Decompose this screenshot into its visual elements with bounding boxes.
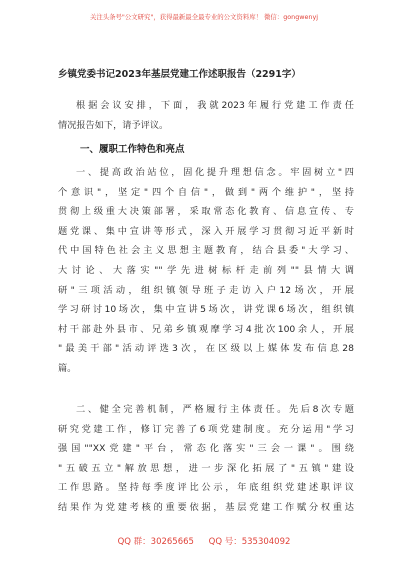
footer-contact: [0, 535, 408, 547]
intro-paragraph: [58, 96, 354, 135]
text-line: 根据会议安排，下面，我就2023年履行党建工作责任: [76, 100, 354, 111]
text-line: 大讨论、大落实""学先进树标杆走前列""县情大调: [58, 264, 354, 276]
section-heading: 一、履职工作特色和亮点: [80, 144, 185, 155]
text-line: 工作思路。坚持每季度评比公示，年底组织党建述职评议: [58, 482, 354, 494]
text-line: 学习研讨10场次，集中宣讲5场次，讲党课6场次，组织镇: [58, 304, 354, 316]
paragraph-2: [58, 400, 354, 518]
document-title: 乡镇党委书记2023年基层党建工作述职报告（2291字）: [58, 69, 301, 80]
qq-number: QQ 号：535304092: [208, 537, 291, 547]
text-line: 情况报告如下，请予评议。: [58, 119, 169, 131]
text-line: 一、提高政治站位，固化提升理想信念。牢固树立"四: [76, 167, 354, 178]
qq-group-number: QQ 群：30265665: [117, 537, 194, 547]
text-line: "最美干部"活动评选3次，在区级以上媒体发布信息28: [58, 343, 354, 355]
text-line: "五破五立"解放思想，进一步深化拓展了"五镇"建设: [58, 462, 354, 474]
text-line: 强国""XX党建"平台，常态化落实"三会一课"。围绕: [58, 443, 354, 455]
text-line: 二、健全完善机制，严格履行主体责任。先后8次专题: [76, 404, 354, 415]
text-line: 结果作为党建考核的重要依据，基层党建工作赋分权重达: [58, 501, 354, 513]
text-line: 代中国特色社会主义思想主题教育，结合县委"大学习、: [58, 245, 354, 257]
header-banner: 关注头条号"公文研究"，获得最新最全最专业的公文资料库！ 微信：gongwenyj: [89, 13, 319, 21]
text-line: 研"三项活动，组织镇领导班子走访入户12场次，开展: [58, 284, 354, 296]
text-line: 村干部赴外县市、兄弟乡镇观摩学习4批次100余人，开展: [58, 323, 354, 335]
text-line: 贯彻上级重大决策部署，采取常态化教育、信息宣传、专: [58, 206, 354, 218]
text-line: 题党课、集中宣讲等形式，深入开展学习贯彻习近平新时: [58, 225, 354, 237]
text-line: 个意识"，坚定"四个自信"，做到"两个维护"，坚持: [58, 186, 354, 198]
text-line: 篇。: [58, 362, 77, 374]
text-line: 研究党建工作，修订完善了6项党建制度。充分运用"学习: [58, 423, 354, 435]
paragraph-1: [58, 163, 354, 379]
